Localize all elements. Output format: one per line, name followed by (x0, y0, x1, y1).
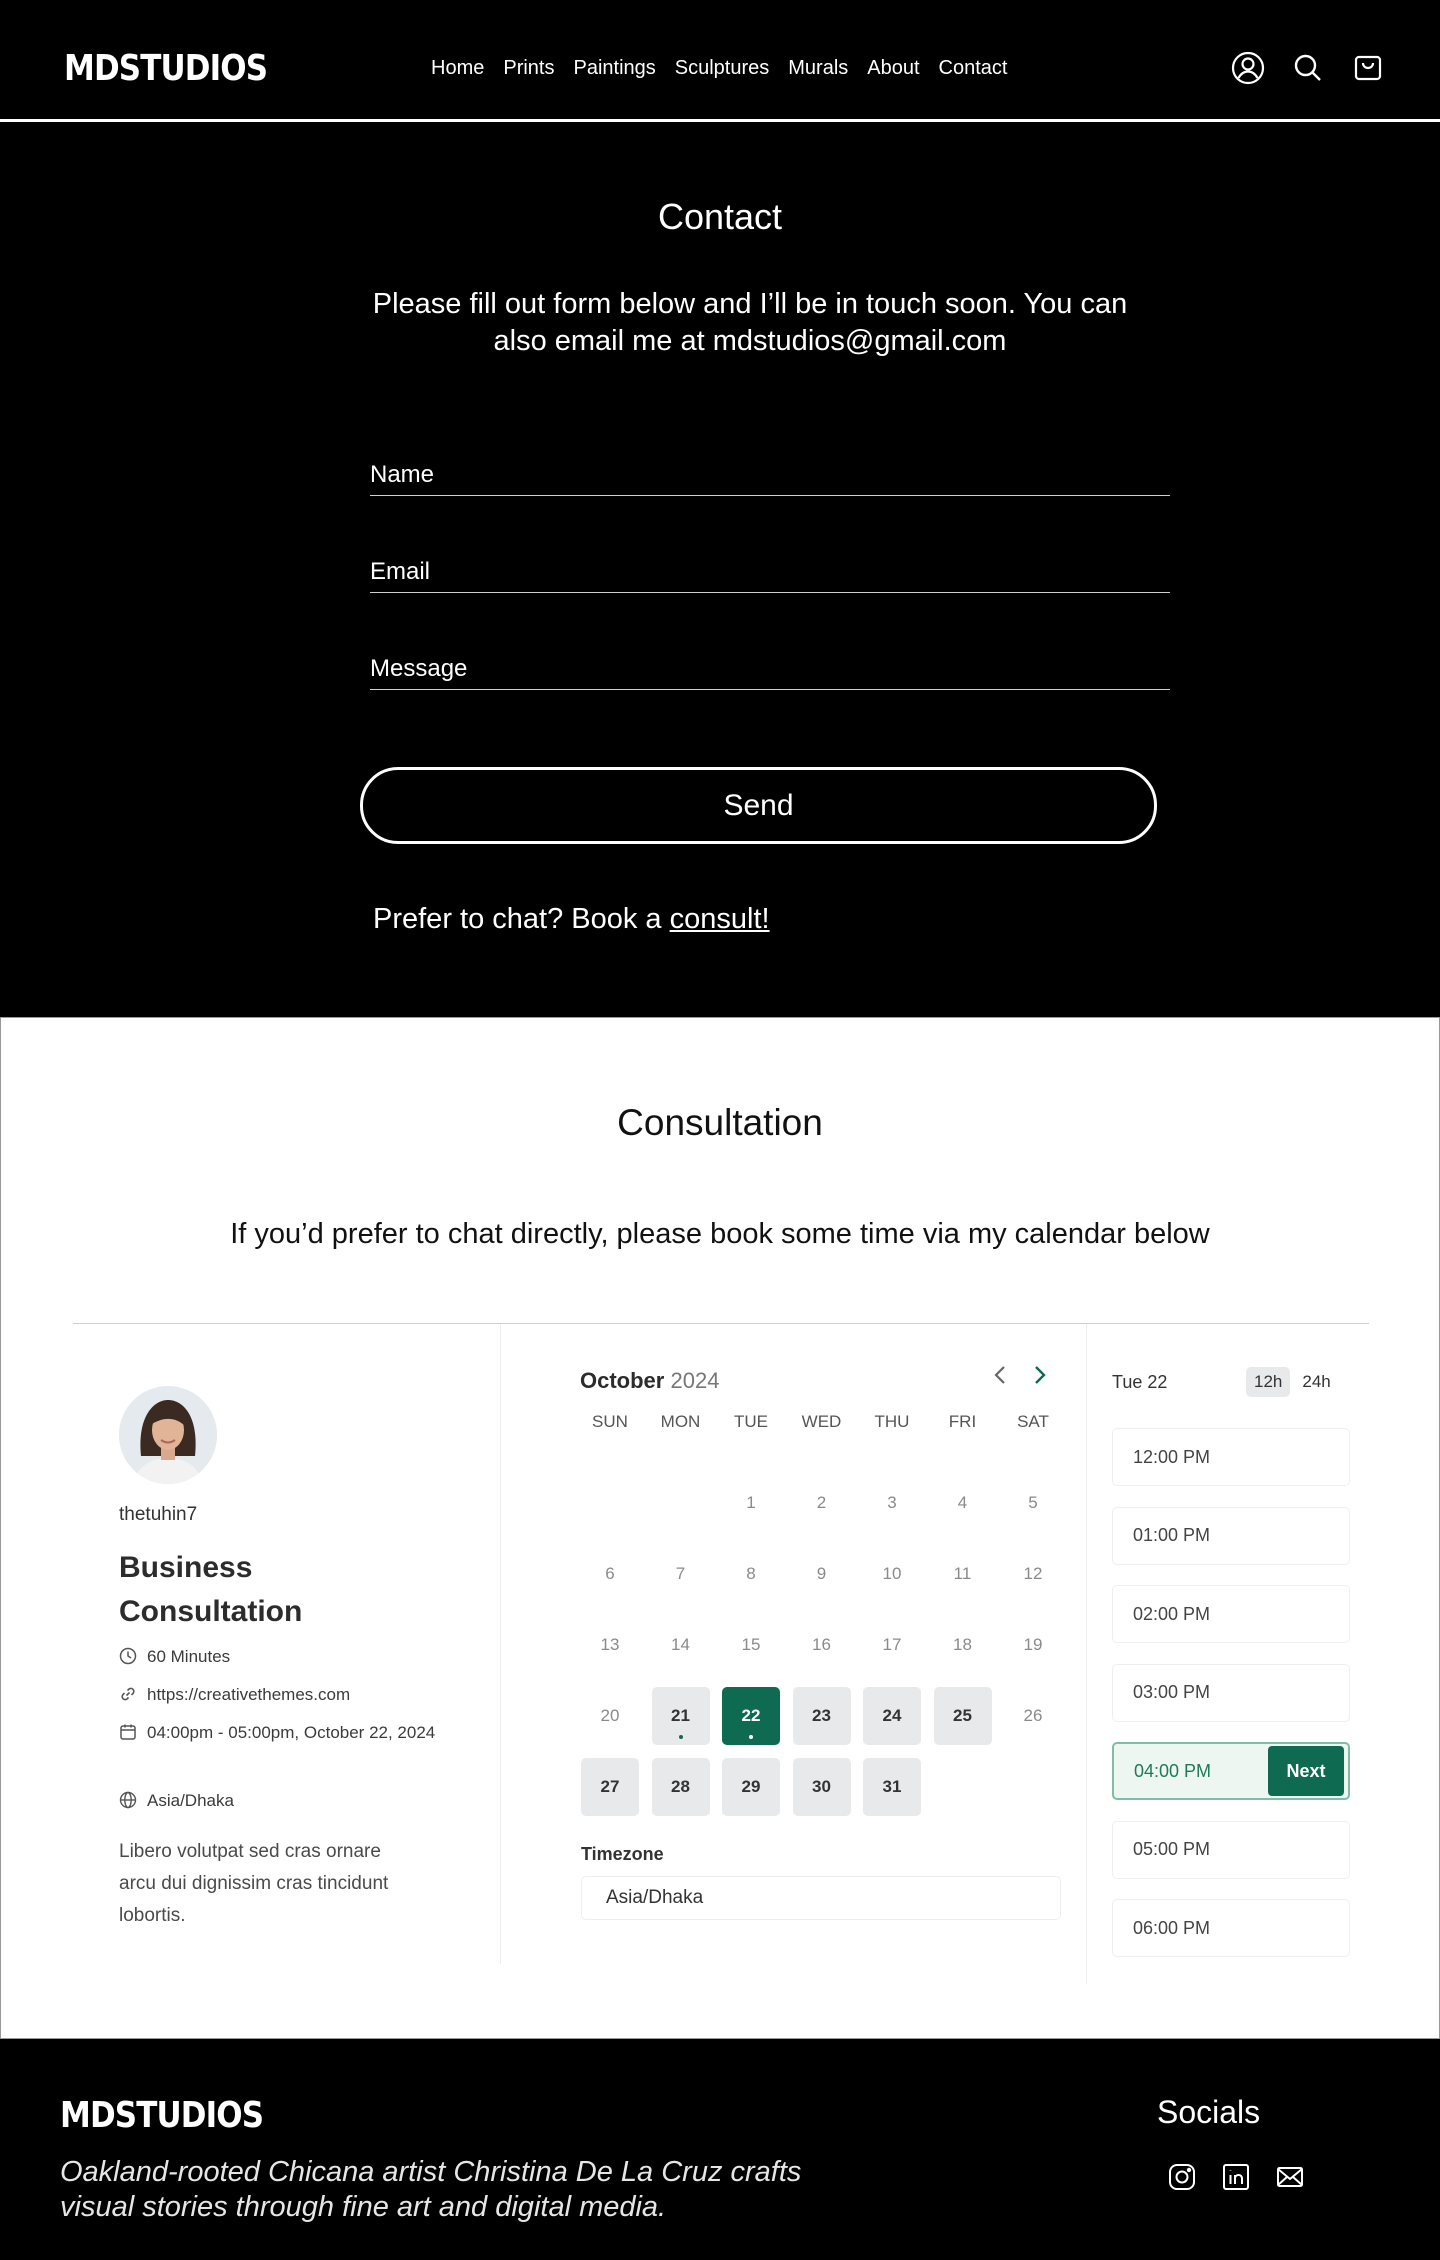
calendar-day (722, 1545, 780, 1603)
clock-icon (119, 1647, 137, 1665)
main-nav (431, 57, 1007, 80)
event-info-panel (73, 1324, 501, 1964)
calendar-day-number: 7 (675, 1564, 686, 1583)
host-username: thetuhin7 (119, 1504, 198, 1525)
instagram-icon[interactable] (1166, 2161, 1198, 2193)
calendar-day (1004, 1474, 1062, 1532)
format-12h-button[interactable]: 12h (1246, 1367, 1290, 1397)
nav-paintings[interactable]: Paintings (573, 57, 656, 79)
time-slot-label: 01:00 PM (1133, 1525, 1211, 1545)
calendar-day[interactable] (581, 1758, 639, 1816)
calendar-day[interactable] (652, 1758, 710, 1816)
consultation-title: Consultation (617, 1102, 823, 1143)
calendar-day (652, 1616, 710, 1674)
calendar-day (581, 1616, 639, 1674)
calendar-day-number: 28 (671, 1777, 690, 1796)
nav-home[interactable]: Home (431, 57, 485, 79)
calendar-day[interactable] (652, 1687, 710, 1745)
send-button[interactable]: Send (360, 767, 1157, 844)
calendar-day-number: 20 (600, 1706, 620, 1725)
link-icon (119, 1685, 137, 1703)
calendar-panel (501, 1324, 1086, 1964)
calendar-day (934, 1616, 992, 1674)
weekday-header: THU (874, 1412, 910, 1431)
time-slot-label: 06:00 PM (1133, 1917, 1211, 1938)
calendar-day (793, 1616, 851, 1674)
calendar-day (863, 1545, 921, 1603)
availability-dot (749, 1735, 753, 1739)
timezone-text: Asia/Dhaka (147, 1791, 234, 1810)
time-slot-panel (1086, 1324, 1369, 1984)
calendar-day-number: 15 (741, 1635, 761, 1654)
calendar-day[interactable] (793, 1758, 851, 1816)
cart-icon[interactable] (1350, 50, 1386, 86)
chat-prompt-text: Prefer to chat? Book a (373, 903, 670, 935)
site-header (0, 0, 1440, 122)
availability-dot (679, 1735, 683, 1739)
calendar-day-number: 30 (812, 1777, 831, 1796)
nav-sculptures[interactable]: Sculptures (674, 57, 770, 79)
calendar-day-number: 25 (953, 1706, 972, 1725)
search-icon[interactable] (1290, 50, 1326, 86)
calendar-day (1004, 1616, 1062, 1674)
calendar-day-number: 3 (887, 1493, 897, 1512)
calendar-day-number: 23 (812, 1706, 831, 1725)
chevron-right-icon[interactable] (1029, 1364, 1051, 1386)
calendar-day[interactable] (934, 1687, 992, 1745)
time-slot[interactable] (1112, 1821, 1350, 1879)
calendar-day-number: 1 (746, 1493, 756, 1512)
calendar-day-number: 4 (957, 1493, 968, 1512)
footer-tagline: Oakland-rooted Chicana artist Christina De La Cruz crafts visual stories through fine art and digital media. (60, 2156, 802, 2223)
chat-prompt (373, 903, 770, 936)
link-row (119, 1682, 350, 1707)
time-slot-label: 03:00 PM (1133, 1682, 1211, 1702)
calendar-day-number: 14 (671, 1635, 690, 1654)
calendar-day-number: 6 (605, 1564, 615, 1583)
footer-logo[interactable]: MDSTUDIOS (60, 2095, 264, 2136)
account-icon[interactable] (1230, 50, 1266, 86)
event-description: Libero volutpat sed cras ornare arcu dui dignissim cras tincidunt lobortis. (119, 1841, 389, 1926)
calendar-day-number: 29 (741, 1777, 761, 1796)
site-logo[interactable]: MDSTUDIOS (64, 48, 268, 89)
calendar-day (652, 1545, 710, 1603)
meeting-link[interactable]: https://creativethemes.com (147, 1685, 351, 1704)
next-button[interactable]: Next (1268, 1746, 1344, 1796)
calendar-day[interactable] (863, 1687, 921, 1745)
calendar-day-number: 9 (816, 1564, 827, 1583)
calendar-day-number: 12 (1023, 1564, 1043, 1583)
calendar-day-number: 16 (812, 1635, 831, 1654)
calendar-day-number: 18 (953, 1635, 972, 1654)
contact-section (0, 122, 1440, 1017)
social-links (1166, 2161, 1306, 2193)
calendar-day-number: 26 (1023, 1706, 1043, 1725)
time-slot[interactable] (1112, 1428, 1350, 1486)
booking-widget (73, 1323, 1369, 1983)
linkedin-icon[interactable] (1220, 2161, 1252, 2193)
time-slot-label: 02:00 PM (1133, 1603, 1211, 1624)
socials-heading: Socials (1157, 2094, 1261, 2130)
calendar-day (1004, 1545, 1062, 1603)
time-slot-label: 12:00 PM (1133, 1446, 1211, 1467)
weekday-header: MON (660, 1412, 701, 1431)
calendar-day (793, 1474, 851, 1532)
timezone-row (119, 1788, 234, 1813)
weekday-header: SUN (592, 1412, 628, 1431)
email-field (370, 557, 1170, 593)
nav-about[interactable]: About (867, 57, 920, 79)
calendar-day-number: 8 (746, 1564, 756, 1583)
calendar-day (934, 1474, 992, 1532)
calendar-day-selected[interactable] (722, 1687, 780, 1745)
calendar-day (581, 1545, 639, 1603)
nav-murals[interactable]: Murals (788, 57, 849, 79)
calendar-day[interactable] (863, 1758, 921, 1816)
calendar-day (581, 1687, 639, 1745)
consult-link[interactable]: consult! (669, 903, 770, 935)
calendar-day[interactable] (722, 1758, 780, 1816)
time-format-toggle (1246, 1367, 1339, 1397)
consultation-section (0, 1017, 1440, 2039)
calendar-day-number: 10 (882, 1564, 902, 1583)
site-footer (0, 2039, 1440, 2260)
calendar-day-number: 31 (882, 1777, 902, 1796)
calendar-day-number: 5 (1028, 1493, 1038, 1512)
duration-row (119, 1644, 230, 1669)
calendar-day (863, 1616, 921, 1674)
weekday-header: SAT (1017, 1412, 1049, 1431)
calendar-day-number: 11 (953, 1564, 972, 1583)
avatar (119, 1386, 217, 1484)
nav-prints[interactable]: Prints (503, 57, 555, 79)
calendar-day[interactable] (793, 1687, 851, 1745)
contact-intro: Please fill out form below and I’ll be in touch soon. You can also email me at mdstudios@gmail.com (372, 288, 1128, 357)
calendar-day-number: 13 (600, 1635, 620, 1654)
calendar-month-label (580, 1368, 719, 1394)
consultation-subtitle: If you’d prefer to chat directly, please book some time via my calendar below (230, 1218, 1210, 1250)
calendar-day-number: 17 (882, 1635, 902, 1654)
chevron-left-icon[interactable] (989, 1364, 1011, 1386)
name-input[interactable] (370, 460, 1170, 495)
time-slot[interactable] (1112, 1664, 1350, 1722)
contact-title: Contact (657, 196, 783, 237)
datetime-text: 04:00pm - 05:00pm, October 22, 2024 (147, 1723, 436, 1742)
message-field (370, 654, 1170, 690)
calendar-year: 2024 (670, 1368, 720, 1393)
globe-icon (119, 1791, 137, 1809)
selected-date-label: Tue 22 (1112, 1372, 1168, 1392)
calendar-day (722, 1474, 780, 1532)
calendar-day-number: 21 (671, 1706, 690, 1725)
calendar-day-number: 19 (1023, 1635, 1043, 1654)
name-field (370, 460, 1170, 496)
calendar-day (863, 1474, 921, 1532)
calendar-day (1004, 1687, 1062, 1745)
datetime-row (119, 1720, 439, 1745)
email-input[interactable] (370, 557, 1170, 592)
time-slot-selected[interactable] (1112, 1742, 1350, 1800)
event-title: Business Consultation (119, 1551, 303, 1628)
nav-contact[interactable]: Contact (938, 57, 1008, 79)
time-slot[interactable] (1112, 1585, 1350, 1643)
time-slot[interactable] (1112, 1899, 1350, 1957)
timezone-label: Timezone (581, 1844, 664, 1864)
header-actions (1230, 50, 1386, 86)
calendar-nav (989, 1364, 1051, 1386)
message-input[interactable] (370, 654, 1170, 689)
calendar-day-number: 2 (816, 1493, 827, 1512)
calendar-day (934, 1545, 992, 1603)
calendar-month: October (580, 1368, 665, 1393)
time-slot-label: 04:00 PM (1134, 1760, 1212, 1781)
mail-icon[interactable] (1274, 2161, 1306, 2193)
time-slot-label: 05:00 PM (1133, 1839, 1211, 1859)
calendar-day-number: 24 (882, 1706, 902, 1725)
calendar-day-number: 22 (741, 1706, 761, 1725)
weekday-header: TUE (734, 1412, 768, 1431)
calendar-day (793, 1545, 851, 1603)
weekday-header: WED (801, 1412, 842, 1431)
timezone-select[interactable]: Asia/Dhaka (581, 1876, 1061, 1920)
time-slot[interactable] (1112, 1507, 1350, 1565)
calendar-icon (119, 1723, 137, 1741)
duration-text: 60 Minutes (147, 1647, 231, 1666)
format-24h-button[interactable]: 24h (1302, 1372, 1331, 1391)
calendar-day (722, 1616, 780, 1674)
weekday-header: FRI (948, 1412, 977, 1431)
calendar-day-number: 27 (600, 1777, 620, 1796)
